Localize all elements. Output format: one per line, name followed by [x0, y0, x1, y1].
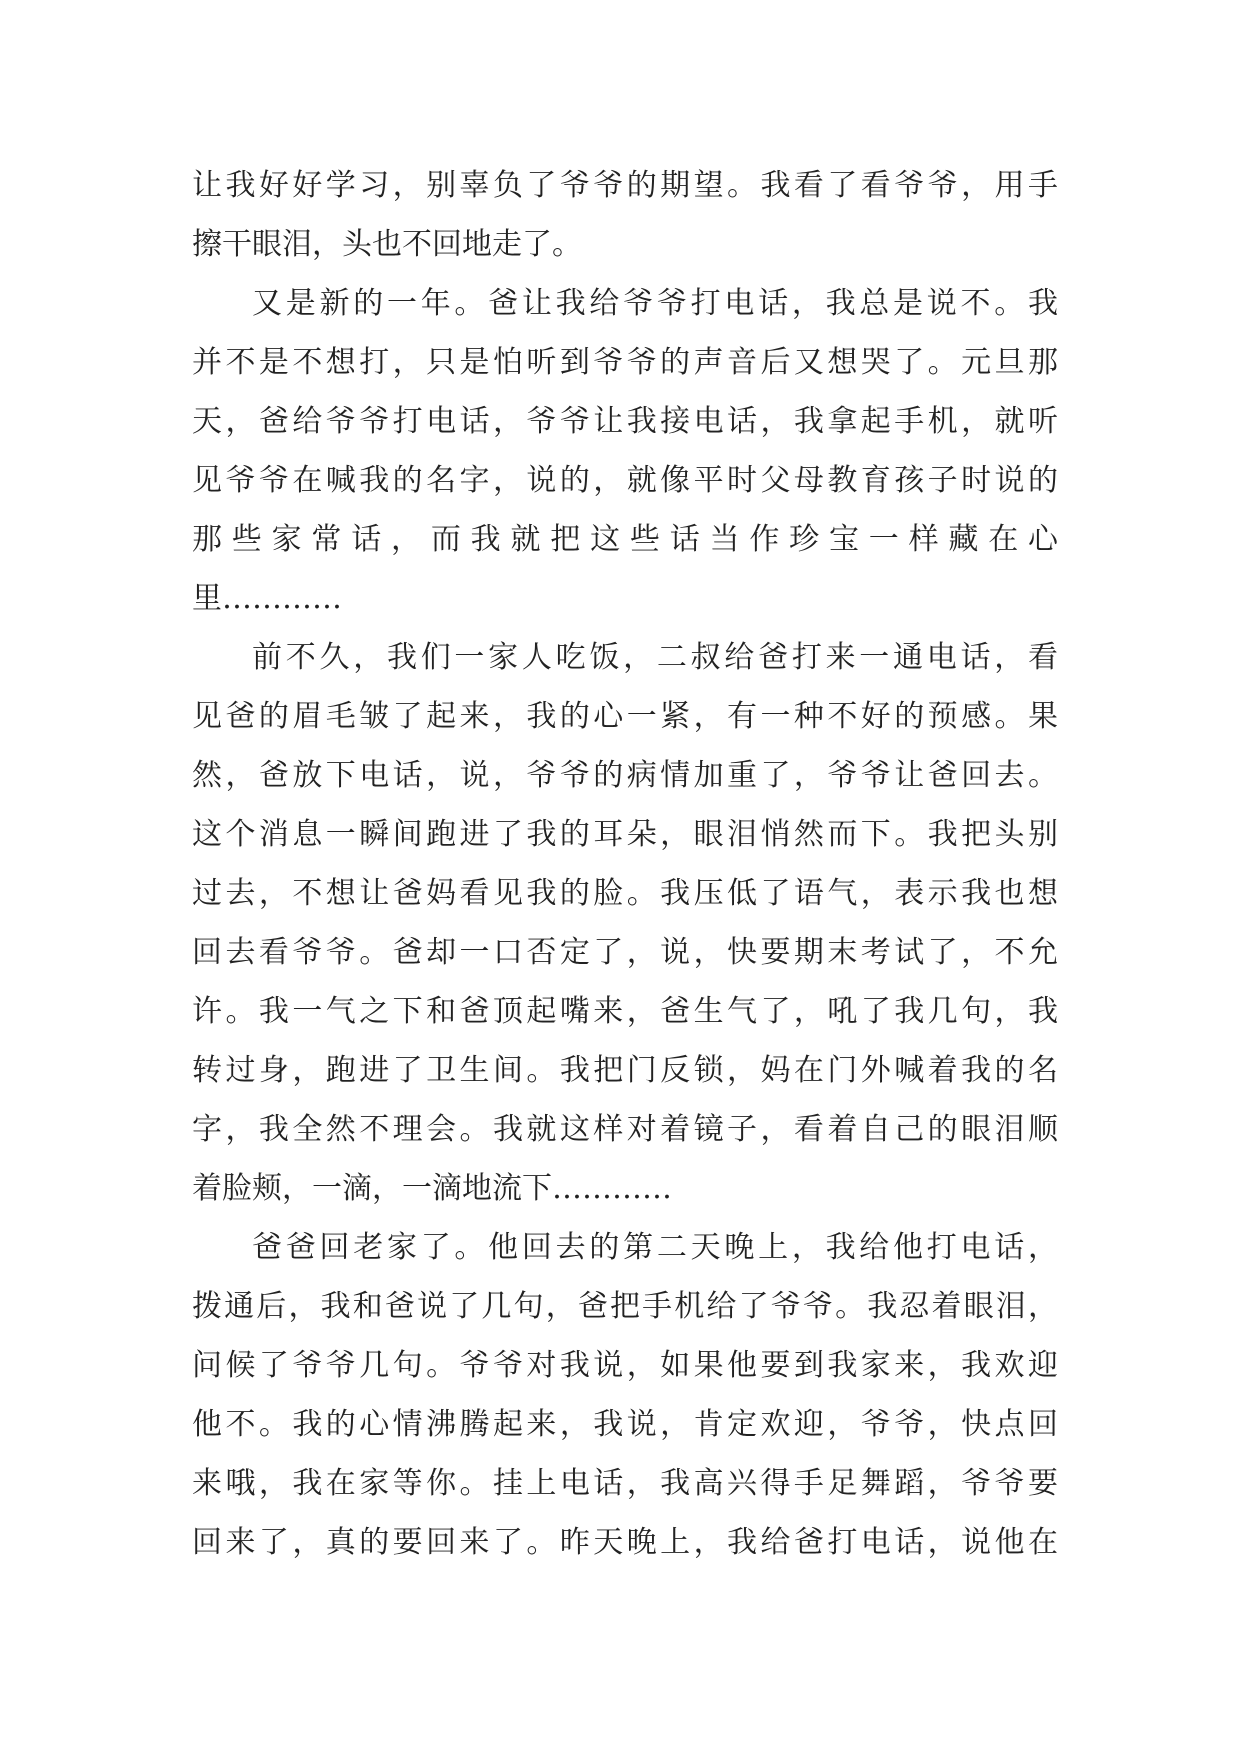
text-line: 回来了，真的要回来了。昨天晚上，我给爸打电话，说他在 — [192, 1525, 1058, 1560]
text-line: 前不久，我们一家人吃饭，二叔给爸打来一通电话，看 — [252, 640, 1058, 675]
text-line: 这个消息一瞬间跑进了我的耳朵，眼泪悄然而下。我把头别 — [192, 817, 1058, 852]
text-line: 来哦，我在家等你。挂上电话，我高兴得手足舞蹈，爷爷要 — [192, 1466, 1058, 1501]
text-line: 天，爸给爷爷打电话，爷爷让我接电话，我拿起手机，就听 — [192, 404, 1058, 439]
text-line: 他不。我的心情沸腾起来，我说，肯定欢迎，爷爷，快点回 — [192, 1407, 1058, 1442]
text-line: 让我好好学习，别辜负了爷爷的期望。我看了看爷爷，用手 — [192, 168, 1058, 203]
paragraph-1 — [192, 156, 1058, 274]
document-body — [192, 156, 1058, 1572]
text-line: 里………… — [192, 581, 342, 616]
text-line: 过去，不想让爸妈看见我的脸。我压低了语气，表示我也想 — [192, 876, 1058, 911]
text-line: 拨通后，我和爸说了几句，爸把手机给了爷爷。我忍着眼泪， — [192, 1289, 1058, 1324]
paragraph-2 — [192, 274, 1058, 628]
text-line: 爸爸回老家了。他回去的第二天晚上，我给他打电话， — [252, 1230, 1058, 1265]
text-line: 转过身，跑进了卫生间。我把门反锁，妈在门外喊着我的名 — [192, 1053, 1058, 1088]
text-line: 回去看爷爷。爸却一口否定了，说，快要期末考试了，不允 — [192, 935, 1058, 970]
text-line: 并不是不想打，只是怕听到爷爷的声音后又想哭了。元旦那 — [192, 345, 1058, 380]
text-line: 着脸颊，一滴，一滴地流下………… — [192, 1171, 672, 1206]
text-line: 那些家常话，而我就把这些话当作珍宝一样藏在心 — [192, 522, 1058, 557]
text-line: 问候了爷爷几句。爷爷对我说，如果他要到我家来，我欢迎 — [192, 1348, 1058, 1383]
paragraph-4 — [192, 1218, 1058, 1572]
text-line: 字，我全然不理会。我就这样对着镜子，看着自己的眼泪顺 — [192, 1112, 1058, 1147]
text-line: 许。我一气之下和爸顶起嘴来，爸生气了，吼了我几句，我 — [192, 994, 1058, 1029]
text-line: 见爸的眉毛皱了起来，我的心一紧，有一种不好的预感。果 — [192, 699, 1058, 734]
text-line: 又是新的一年。爸让我给爷爷打电话，我总是说不。我 — [252, 286, 1058, 321]
text-line: 见爷爷在喊我的名字，说的，就像平时父母教育孩子时说的 — [192, 463, 1058, 498]
paragraph-3 — [192, 628, 1058, 1218]
text-line: 擦干眼泪，头也不回地走了。 — [192, 227, 582, 262]
text-line: 然，爸放下电话，说，爷爷的病情加重了，爷爷让爸回去。 — [192, 758, 1058, 793]
